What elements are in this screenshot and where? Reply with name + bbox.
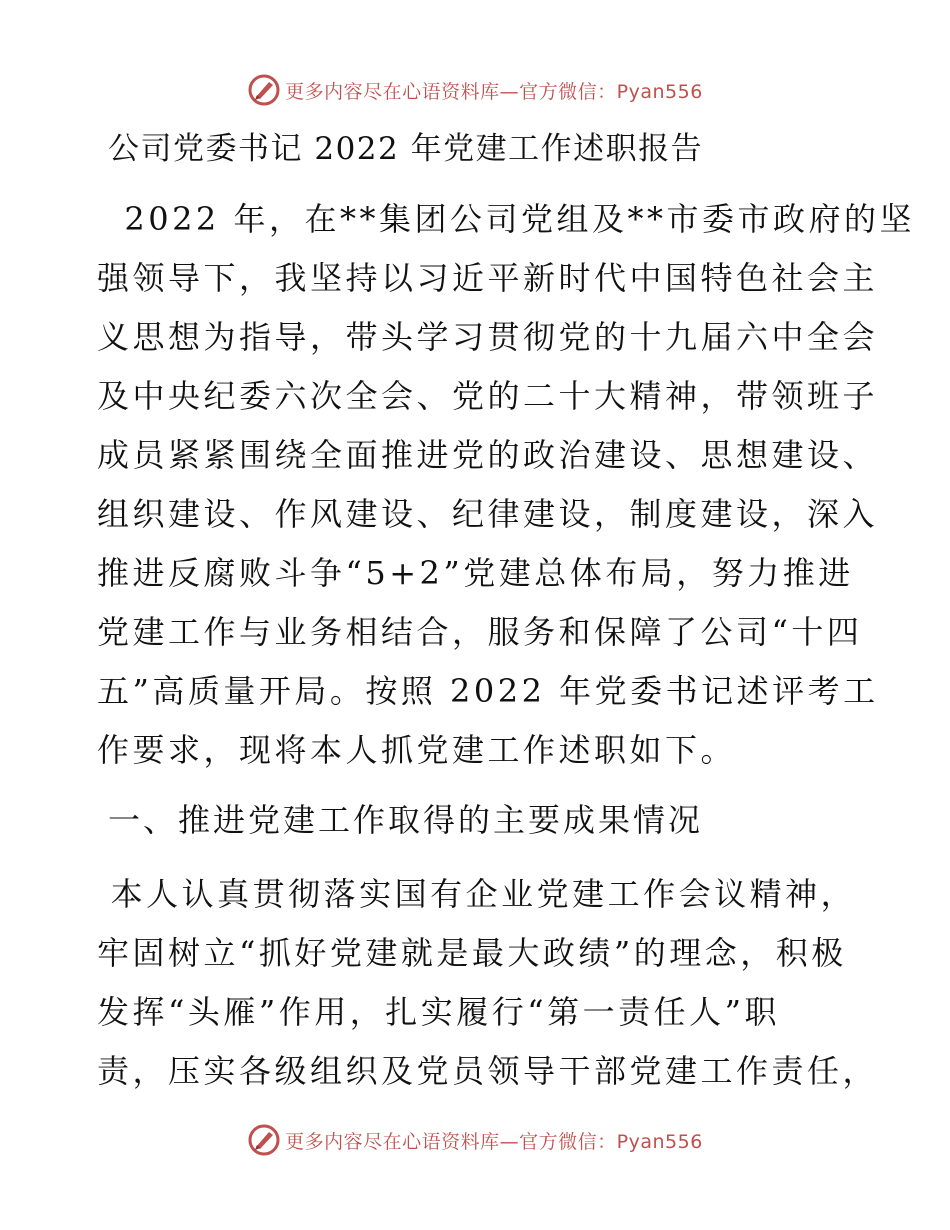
paragraph-line: 2022 年，在**集团公司党组及**市委市政府的坚	[97, 200, 915, 238]
paragraph-line: 成员紧紧围绕全面推进党的政治建设、思想建设、	[97, 436, 879, 474]
paragraph-line: 及中央纪委六次全会、党的二十大精神，带领班子	[97, 377, 879, 415]
paragraph-line: 责，压实各级组织及党员领导干部党建工作责任，	[97, 1052, 879, 1090]
paragraph-line: 作要求，现将本人抓党建工作述职如下。	[97, 731, 737, 769]
header-watermark	[0, 73, 950, 107]
section-paragraph	[97, 865, 879, 1101]
section-heading: 一、推进党建工作取得的主要成果情况	[108, 801, 704, 839]
watermark-text: 更多内容尽在心语资料库—官方微信：Pyan556	[285, 80, 703, 103]
paragraph-line: 发挥“头雁”作用，扎实履行“第一责任人”职	[97, 993, 780, 1031]
paragraph-line: 党建工作与业务相结合，服务和保障了公司“十四	[97, 613, 863, 651]
paragraph-line: 组织建设、作风建设、纪律建设，制度建设，深入	[97, 495, 879, 533]
paragraph-line: 强领导下，我坚持以习近平新时代中国特色社会主	[97, 259, 879, 297]
document-title: 公司党委书记 2022 年党建工作述职报告	[108, 131, 704, 167]
paragraph-line: 五”高质量开局。按照 2022 年党委书记述评考工	[97, 672, 879, 710]
paragraph-line: 推进反腐败斗争“5+2”党建总体布局，努力推进	[97, 554, 854, 592]
footer-watermark	[0, 1123, 950, 1157]
paragraph-line: 义思想为指导，带头学习贯彻党的十九届六中全会	[97, 318, 879, 356]
watermark-logo-icon	[247, 73, 281, 107]
paragraph-line: 牢固树立“抓好党建就是最大政绩”的理念，积极	[97, 934, 847, 972]
intro-paragraph	[97, 190, 915, 780]
watermark-text: 更多内容尽在心语资料库—官方微信：Pyan556	[285, 1130, 703, 1153]
paragraph-line: 本人认真贯彻落实国有企业党建工作会议精神，	[97, 875, 857, 913]
watermark-logo-icon	[247, 1123, 281, 1157]
